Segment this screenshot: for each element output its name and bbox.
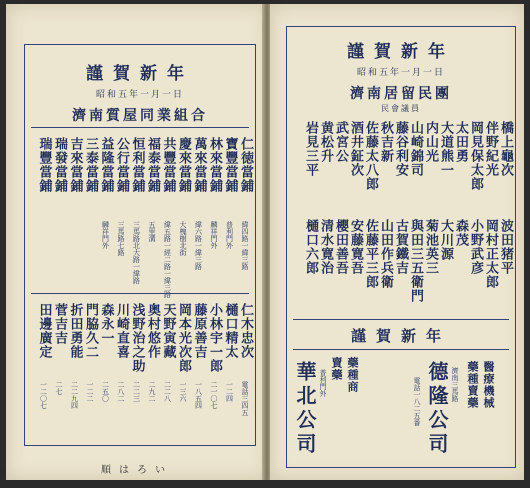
right-frame	[286, 26, 516, 468]
pawnshop-name: 寶豐當鋪	[222, 137, 238, 193]
member-phone: 一二四	[225, 381, 234, 402]
pawnshop-name: 仁徳當鋪	[238, 137, 253, 193]
member-name: 山崎錦司	[408, 121, 423, 177]
left-date: 昭和五年一月一日	[95, 90, 184, 100]
divider	[31, 127, 249, 128]
member-name: 櫻田善吾	[333, 219, 348, 275]
member-name: 與田三五衛門	[408, 219, 423, 303]
pawnshop-address: 三馬路七路	[117, 221, 125, 256]
left-page	[6, 4, 268, 480]
member-name: 門脇久二	[83, 303, 98, 359]
pawnshop-address: 麟祥門外	[101, 221, 110, 249]
ad1-address: 濟南三馬路	[451, 367, 459, 402]
member-name: 清水寛治	[318, 219, 333, 275]
ad2-products: 藥種商	[346, 357, 359, 393]
member-phone: 二七	[55, 381, 63, 395]
member-name: 酒井鉦次	[348, 121, 363, 177]
member-name: 浅野治之助	[129, 303, 145, 373]
member-name: 菅吉吉	[52, 303, 67, 345]
left-heading: 濟南質屋同業組合	[72, 108, 208, 124]
member-name: 黄松升	[318, 121, 333, 163]
pawnshop-name: 瑞豐當鋪	[36, 137, 52, 193]
member-name: 菊池英三	[423, 219, 438, 275]
member-name: 橋上龜次	[498, 121, 513, 177]
member-name: 秋吉新	[378, 121, 393, 163]
member-phone: 二二九四	[70, 381, 79, 409]
pawnshop-address: 麟祥門外	[210, 221, 218, 249]
member-name: 波田猪平	[498, 219, 513, 275]
member-phone: 一二二	[86, 381, 94, 402]
member-name: 奥村悠作	[145, 303, 160, 359]
member-name: 佐藤太八郎	[363, 121, 378, 191]
member-name: 田邊廣定	[36, 303, 52, 359]
pawnshop-address: 三馬路北大路一緯路	[132, 221, 141, 284]
pawnshop-address: 普利門外	[225, 221, 234, 249]
pawnshop-name: 益隆當鋪	[98, 137, 114, 193]
pawnshop-name: 三泰當鋪	[83, 137, 98, 193]
pawnshop-address: 大槐樹北街	[179, 221, 187, 256]
member-name: 森永一	[98, 303, 114, 345]
member-phone: 二一〇七	[210, 381, 218, 409]
member-name: 佐藤平三郎	[363, 219, 378, 289]
member-name: 安藤寛吾	[348, 219, 363, 275]
member-name: 岡本光次郎	[176, 303, 191, 373]
member-name: 太田勇	[453, 121, 468, 163]
pawnshop-name: 共豐當鋪	[160, 137, 176, 193]
ad-title: 謹賀新年	[350, 327, 451, 345]
member-phone: 一二〇七	[39, 381, 48, 409]
pawnshop-name: 公行當鋪	[114, 137, 129, 193]
divider	[293, 319, 509, 320]
member-name: 仁木忠次	[238, 303, 253, 359]
member-phone: 電話三四五	[241, 381, 249, 416]
pawnshop-address: 緯四路一緯三路	[241, 221, 249, 270]
member-name: 小林宇一郎	[207, 303, 222, 373]
member-name: 川崎直喜	[114, 303, 129, 359]
pawnshop-name: 萬來當鋪	[191, 137, 207, 193]
ad1-products: 醫療機械	[482, 361, 495, 409]
member-name: 岡見保太郎	[468, 121, 483, 191]
member-name: 藤原善吉	[191, 303, 207, 359]
member-name: 樋口精太	[222, 303, 238, 359]
member-phone: 二九二	[148, 381, 156, 402]
left-title: 謹賀新年	[86, 64, 194, 84]
pawnshop-name: 瑞發當鋪	[52, 137, 67, 193]
right-date: 昭和五年一月一日	[356, 68, 445, 78]
right-heading: 濟南居留民團	[350, 86, 452, 102]
pawnshop-address: 緯六路一緯三路	[194, 221, 203, 270]
page-footer: 順はろい	[101, 465, 173, 476]
member-name: 岩見三平	[303, 121, 318, 177]
member-name: 伴野紀光	[483, 121, 498, 177]
pawnshop-name: 慶來當鋪	[176, 137, 191, 193]
member-name: 岡村正太郎	[483, 219, 498, 289]
right-page	[270, 4, 524, 480]
member-phone: 一八五四	[194, 381, 203, 409]
member-name: 大道熊一	[438, 121, 453, 177]
member-name: 森茂	[453, 219, 468, 247]
ad1-products2: 藥種賣藥	[466, 361, 479, 409]
member-name: 内山光	[423, 121, 438, 163]
pawnshop-name: 吉來當鋪	[67, 137, 83, 193]
member-name: 藤谷利安	[393, 121, 408, 177]
ad2-company: 華北公司	[293, 361, 317, 457]
member-name: 山田作兵衛	[378, 219, 393, 289]
ad1-company: 德隆公司	[425, 361, 449, 457]
member-phone: 二五〇	[101, 381, 110, 402]
member-name: 折田勇能	[67, 303, 83, 359]
member-name: 樋口六郎	[303, 219, 318, 275]
ad1-phone: 電話一八二五番	[413, 377, 421, 426]
member-name: 武宮公	[333, 121, 348, 163]
pawnshop-address: 五里溝	[148, 221, 156, 242]
divider	[31, 293, 249, 294]
member-name: 大川源	[438, 219, 453, 261]
member-phone: 一三六	[179, 381, 187, 402]
pawnshop-address: 緯五路一經二路一緯三路	[163, 221, 172, 298]
member-name: 小野武彦	[468, 219, 483, 275]
pawnshop-name: 福泰當鋪	[145, 137, 160, 193]
divider	[293, 349, 509, 350]
member-phone: 二二八	[163, 381, 172, 402]
member-name: 天野寅藏	[160, 303, 176, 359]
member-name: 古賀鐵吉	[393, 219, 408, 275]
member-phone: 二二三	[132, 381, 141, 402]
ad2-products2: 賣藥	[330, 357, 343, 381]
right-title: 謹賀新年	[347, 42, 455, 62]
member-phone: 二八二	[117, 381, 125, 402]
left-frame	[24, 44, 256, 446]
pawnshop-name: 恒利當鋪	[129, 137, 145, 193]
right-subheading: 民會議員	[381, 104, 421, 113]
pawnshop-name: 林來當鋪	[207, 137, 222, 193]
ad2-address: 普利門外	[319, 369, 327, 397]
